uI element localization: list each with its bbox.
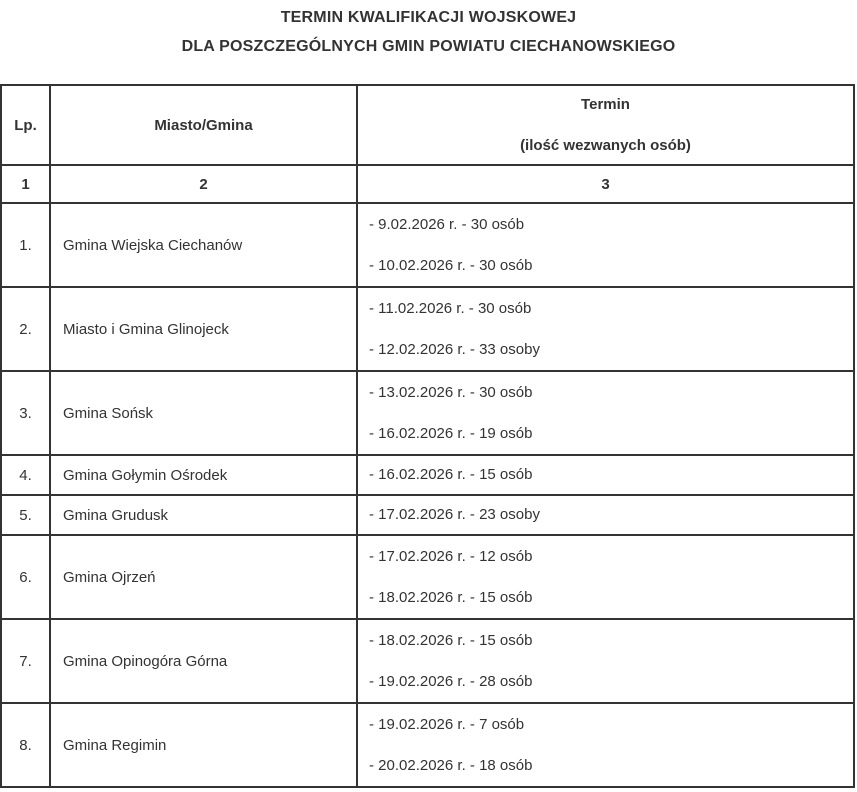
termin-line: - 19.02.2026 r. - 7 osób: [369, 716, 525, 733]
termin-line: - 9.02.2026 r. - 30 osób: [369, 216, 525, 233]
header-lp: Lp.: [1, 85, 50, 165]
termin-line: - 17.02.2026 r. - 12 osób: [369, 548, 533, 565]
termin-line: - 12.02.2026 r. - 33 osoby: [369, 341, 540, 358]
table-row: [1, 495, 854, 535]
termin-line: - 16.02.2026 r. - 19 osób: [369, 425, 533, 442]
termin-line: - 10.02.2026 r. - 30 osób: [369, 257, 533, 274]
row-number-cell: 3.: [1, 371, 50, 455]
column-number-cell: 1: [1, 165, 50, 203]
page-title-line-2: DLA POSZCZEGÓLNYCH GMIN POWIATU CIECHANOWSKIEGO: [181, 38, 676, 55]
column-number-cell: 3: [357, 165, 854, 203]
termin-line: - 16.02.2026 r. - 15 osób: [369, 466, 533, 483]
table-row: [1, 703, 854, 787]
table-row: [1, 455, 854, 495]
table-row: [1, 619, 854, 703]
gmina-cell: Gmina Regimin: [50, 703, 357, 787]
table-row: [1, 287, 854, 371]
column-number-cell: 2: [50, 165, 357, 203]
page-title-line-1: TERMIN KWALIFIKACJI WOJSKOWEJ: [280, 9, 577, 26]
termin-cell: [357, 495, 854, 535]
row-number-cell: 5.: [1, 495, 50, 535]
termin-cell: [357, 619, 854, 703]
row-number-cell: 1.: [1, 203, 50, 287]
gmina-cell: Gmina Wiejska Ciechanów: [50, 203, 357, 287]
table-row: [1, 535, 854, 619]
row-number-cell: 8.: [1, 703, 50, 787]
header-termin: [357, 85, 854, 165]
termin-line: - 20.02.2026 r. - 18 osób: [369, 757, 533, 774]
gmina-cell: Gmina Gołymin Ośrodek: [50, 455, 357, 495]
termin-line: - 17.02.2026 r. - 23 osoby: [369, 506, 540, 523]
gmina-cell: Gmina Grudusk: [50, 495, 357, 535]
termin-cell: [357, 203, 854, 287]
gmina-cell: Gmina Ojrzeń: [50, 535, 357, 619]
gmina-cell: Gmina Opinogóra Górna: [50, 619, 357, 703]
termin-line: - 13.02.2026 r. - 30 osób: [369, 384, 533, 401]
header-gmina: Miasto/Gmina: [50, 85, 357, 165]
gmina-cell: Gmina Sońsk: [50, 371, 357, 455]
schedule-table: [0, 84, 855, 788]
row-number-cell: 4.: [1, 455, 50, 495]
header-termin-line-2: (ilość wezwanych osób): [520, 136, 691, 154]
row-number-cell: 2.: [1, 287, 50, 371]
termin-cell: [357, 703, 854, 787]
termin-line: - 18.02.2026 r. - 15 osób: [369, 589, 533, 606]
termin-line: - 11.02.2026 r. - 30 osób: [369, 300, 532, 317]
column-number-row: [1, 165, 854, 203]
termin-line: - 19.02.2026 r. - 28 osób: [369, 673, 533, 690]
termin-line: - 18.02.2026 r. - 15 osób: [369, 632, 533, 649]
header-termin-line-1: Termin: [581, 95, 630, 113]
termin-cell: [357, 287, 854, 371]
termin-cell: [357, 535, 854, 619]
table-header: [1, 85, 854, 203]
termin-cell: [357, 371, 854, 455]
gmina-cell: Miasto i Gmina Glinojeck: [50, 287, 357, 371]
table-body: [1, 203, 854, 787]
table-row: [1, 371, 854, 455]
page-title: [0, 0, 857, 61]
row-number-cell: 6.: [1, 535, 50, 619]
header-row: [1, 85, 854, 165]
row-number-cell: 7.: [1, 619, 50, 703]
table-row: [1, 203, 854, 287]
termin-cell: [357, 455, 854, 495]
